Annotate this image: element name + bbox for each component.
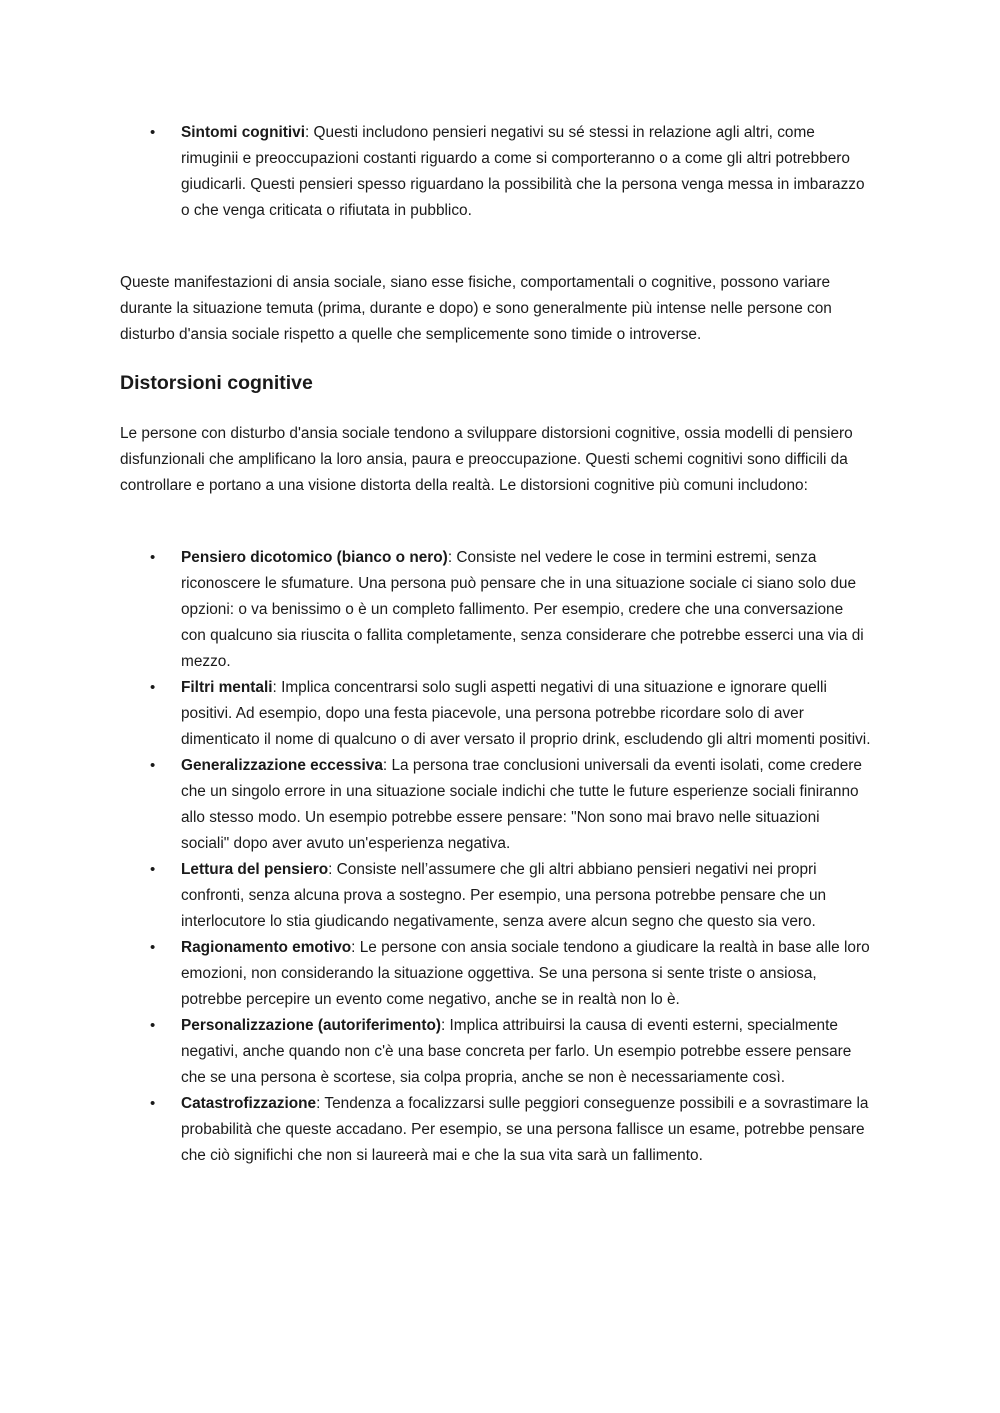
- list-item-text: : Consiste nel vedere le cose in termini estremi, senza riconoscere le sfumature. Una persona può pensare che in una situazione sociale ci siano solo due opzioni: o va benissimo o è un completo fallimento. Per esempio, credere che una conversazione con qualcuno sia riuscita o fallita completamente, senza considerare che potrebbe esserci una via di mezzo.: [181, 549, 864, 670]
- bullet-icon: •: [150, 939, 156, 956]
- paragraph-intro: Queste manifestazioni di ansia sociale, siano esse fisiche, comportamentali o cognitive, possono variare durante la situazione temuta (prima, durante e dopo) e sono generalmente più intense nelle persone con disturbo d'ansia sociale rispetto a quelle che semplicemente sono timide o introverse.: [120, 274, 832, 343]
- list-item-term: Catastrofizzazione: [181, 1095, 317, 1112]
- bullet-icon: •: [150, 861, 156, 878]
- section-heading: Distorsioni cognitive: [120, 372, 313, 394]
- list-item-text: : Tendenza a focalizzarsi sulle peggiori conseguenze possibili e a sovrastimare la probabilità che queste accadano. Per esempio, se una persona fallisce un esame, potrebbe pensare che ciò significhi che non si laureerà mai e che la sua vita sarà un fallimento.: [181, 1095, 869, 1164]
- list-item-term: Lettura del pensiero: [181, 861, 329, 878]
- bullet-icon: •: [150, 679, 156, 696]
- list-item-text: : Implica concentrarsi solo sugli aspetti negativi di una situazione e ignorare quelli positivi. Ad esempio, dopo una festa piacevole, una persona potrebbe ricordare solo di aver dimenticato il nome di qualcuno o di aver versato il proprio drink, escludendo gli altri momenti positivi.: [181, 679, 871, 748]
- bullet-icon: •: [150, 757, 156, 774]
- bullet-icon: •: [150, 1095, 156, 1112]
- list-item: [0, 545, 871, 675]
- list-item-term: Filtri mentali: [181, 679, 273, 696]
- bullet-icon: •: [150, 1017, 156, 1034]
- list-item: [0, 1091, 871, 1169]
- list-item-term: Sintomi cognitivi: [181, 124, 305, 141]
- list-item-text: : Le persone con ansia sociale tendono a giudicare la realtà in base alle loro emozioni, non considerando la situazione oggettiva. Se una persona si sente triste o ansiosa, potrebbe percepire un evento come negativo, anche se in realtà non lo è.: [181, 939, 870, 1008]
- bullet-icon: •: [150, 549, 156, 566]
- list-item-text: : Implica attribuirsi la causa di eventi esterni, specialmente negativi, anche quando non c'è una base concreta per farlo. Un esempio potrebbe essere pensare che se una persona è scortese, sia colpa propria, anche se non è necessariamente così.: [181, 1017, 852, 1086]
- list-item-term: Pensiero dicotomico (bianco o nero): [181, 549, 448, 566]
- symptom-list: [0, 120, 1000, 224]
- list-item: [0, 675, 871, 753]
- list-item-text: : Questi includono pensieri negativi su sé stessi in relazione agli altri, come rimuginii e preoccupazioni costanti riguardo a come si comporteranno o a come gli altri potrebbero giudicarli. Questi pensieri spesso riguardano la possibilità che la persona venga messa in imbarazzo o che venga criticata o rifiutata in pubblico.: [181, 124, 865, 219]
- list-item: [0, 1013, 871, 1091]
- list-item-term: Generalizzazione eccessiva: [181, 757, 383, 774]
- list-item-term: Personalizzazione (autoriferimento): [181, 1017, 441, 1034]
- list-item-term: Ragionamento emotivo: [181, 939, 352, 956]
- distortion-list: [0, 545, 1000, 1169]
- bullet-icon: •: [150, 124, 156, 141]
- list-item: [0, 935, 871, 1013]
- list-item: [0, 753, 871, 857]
- list-item-text: : Consiste nell’assumere che gli altri abbiano pensieri negativi nei propri confronti, senza alcuna prova a sostegno. Per esempio, una persona potrebbe pensare che un interlocutore lo stia giudicando negativamente, senza avere alcun segno che questo sia vero.: [181, 861, 827, 930]
- paragraph-distortions: Le persone con disturbo d'ansia sociale tendono a sviluppare distorsioni cognitive, ossia modelli di pensiero disfunzionali che amplificano la loro ansia, paura e preoccupazione. Questi schemi cognitivi sono difficili da controllare e portano a una visione distorta della realtà. Le distorsioni cognitive più comuni includono:: [120, 425, 853, 494]
- list-item: [0, 857, 871, 935]
- list-item: [0, 120, 871, 224]
- list-item-text: : La persona trae conclusioni universali da eventi isolati, come credere che un singolo errore in una situazione sociale indichi che tutte le future esperienze sociali finiranno allo stesso modo. Un esempio potrebbe essere pensare: "Non sono mai bravo nelle situazioni sociali" dopo aver avuto un'esperienza negativa.: [181, 757, 862, 852]
